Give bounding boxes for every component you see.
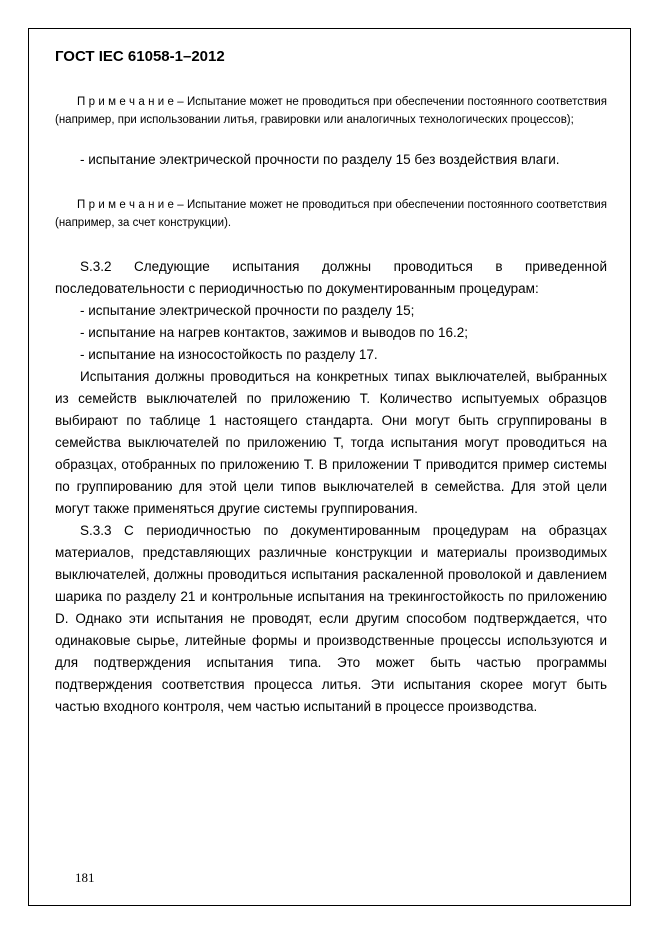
document-title: ГОСТ IEC 61058-1–2012 xyxy=(55,48,225,65)
paragraph-s33: S.3.3 С периодичностью по документированным процедурам на образцах материалов, представляющих различные конструкции и материалы производимых выключателей, должны проводиться испытания раскаленной проволокой и давлением шарика по разделу 21 и контрольные испытания на трекингостойкость по приложению D. Однако эти испытания не проводят, если другим способом подтверждается, что одинаковые сырье, литейные формы и производственные процессы используются и для подтверждения испытания типа. Это может быть частью программы подтверждения соответствия процесса литья. Эти испытания скорее могут быть частью входного контроля, чем частью испытаний в процессе производства. xyxy=(55,523,607,714)
note-paragraph-2: П р и м е ч а н и е – Испытание может не проводиться при обеспечении постоянного соответствия (например, за счет конструкции). xyxy=(55,199,607,229)
dash-item-2: - испытание на нагрев контактов, зажимов и выводов по 16.2; xyxy=(80,325,468,340)
dash-item-1: - испытание электрической прочности по разделу 15; xyxy=(80,303,415,318)
dash-item-3: - испытание на износостойкость по разделу 17. xyxy=(80,347,378,362)
paragraph-grouping: Испытания должны проводиться на конкретных типах выключателей, выбранных из семейств выключателей по приложению Т. Количество испытуемых образцов выбирают по таблице 1 настоящего стандарта. Они могут быть сгруппированы в семейства выключателей по приложению Т, тогда испытания могут проводиться на образцах, отобранных по приложению Т. В приложении Т приводится пример системы по группированию для этой цели типов выключателей в семейства. Для этой цели могут также применяться другие системы группирования. xyxy=(55,369,607,516)
page-content xyxy=(55,48,607,718)
note-paragraph-1: П р и м е ч а н и е – Испытание может не проводиться при обеспечении постоянного соответствия (например, при использовании литья, гравировки или аналогичных технологических процессов); xyxy=(55,96,607,126)
paragraph-s32: S.3.2 Следующие испытания должны проводиться в приведенной последовательности с периодичностью по документированным процедурам: xyxy=(55,259,607,296)
page-number: 181 xyxy=(75,870,95,885)
dash-item-damp: - испытание электрической прочности по разделу 15 без воздействия влаги. xyxy=(80,152,560,167)
